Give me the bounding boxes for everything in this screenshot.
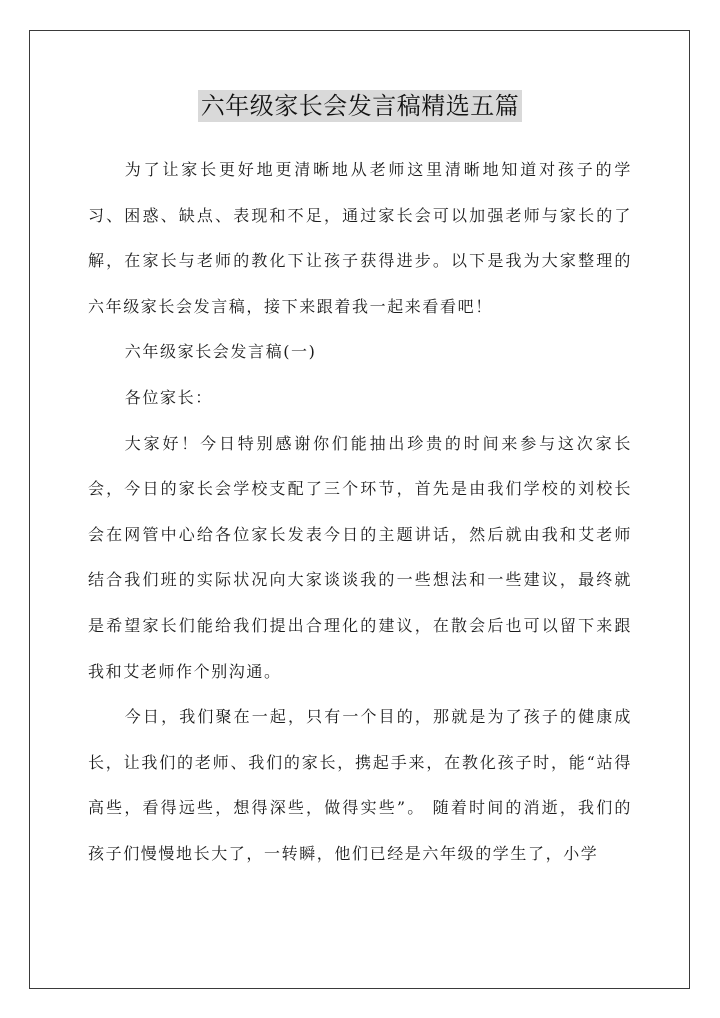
intro-paragraph: 为了让家长更好地更清晰地从老师这里清晰地知道对孩子的学习、困惑、缺点、表现和不足，通过家长会可以加强老师与家长的了解，在家长与老师的教化下让孩子获得进步。以下是我为大家整理的六年级家长会发言稿，接下来跟着我一起来看看吧！ — [88, 160, 632, 316]
salutation: 各位家长： — [124, 387, 213, 407]
body-paragraph-2: 今日，我们聚在一起，只有一个目的，那就是为了孩子的健康成长，让我们的老师、我们的家长，携起手来，在教化孩子时，能“站得高些，看得远些，想得深些，做得实些”。 随着时间的消逝，我们的孩子们慢慢地长大了，一转瞬，他们已经是六年级的学生了，小学 — [88, 707, 632, 863]
title-container — [0, 90, 720, 122]
document-title: 六年级家长会发言稿精选五篇 — [198, 90, 523, 122]
document-body — [88, 147, 632, 877]
body-paragraph-1: 大家好！今日特别感谢你们能抽出珍贵的时间来参与这次家长会，今日的家长会学校支配了三个环节，首先是由我们学校的刘校长会在网管中心给各位家长发表今日的主题讲话，然后就由我和艾老师结合我们班的实际状况向大家谈谈我的一些想法和一些建议，最终就是希望家长们能给我们提出合理化的建议，在散会后也可以留下来跟我和艾老师作个别沟通。 — [88, 433, 632, 681]
section-heading: 六年级家长会发言稿(一) — [124, 342, 317, 362]
